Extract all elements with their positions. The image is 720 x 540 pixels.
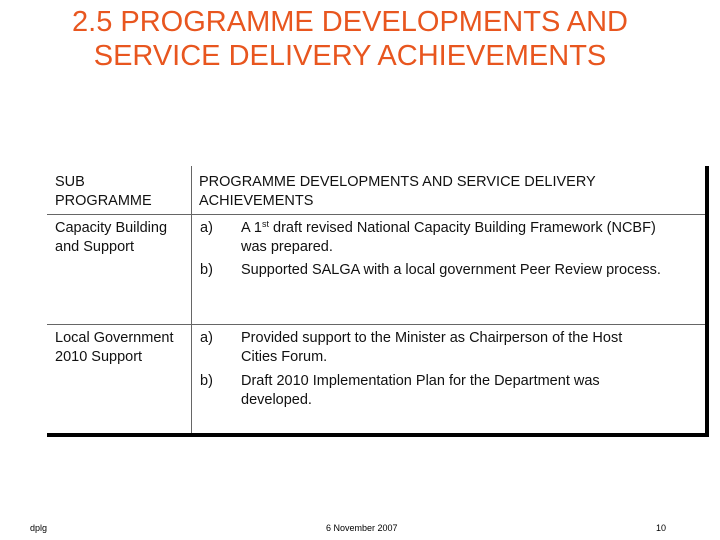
footer-date: 6 November 2007 (326, 523, 398, 533)
slide-title (0, 5, 700, 73)
row-1-item-b-text: Supported SALGA with a local government Peer Review process. (241, 262, 661, 278)
header-achievements: PROGRAMME DEVELOPMENTS AND SERVICE DELIVERY ACHIEVEMENTS (199, 174, 596, 209)
row-2-item-a-text: Provided support to the Minister as Chairperson of the Host Cities Forum. (241, 330, 623, 365)
row-1-item-a-marker: a) (200, 220, 213, 236)
row-2-item-a-marker: a) (200, 330, 213, 346)
table-sheet (47, 166, 705, 433)
row-1-item-a-text: A 1st draft revised National Capacity Building Framework (NCBF) was prepared. (241, 219, 656, 255)
header-sub-programme: SUB PROGRAMME (55, 174, 152, 209)
row-2-sub-programme: Local Government 2010 Support (55, 330, 174, 365)
slide-title-line-2: SERVICE DELIVERY ACHIEVEMENTS (93, 40, 607, 72)
row-1-item-b-marker: b) (200, 262, 213, 278)
row-1-sub-programme: Capacity Building and Support (55, 220, 168, 255)
slide-title-line-1: 2.5 PROGRAMME DEVELOPMENTS AND (72, 6, 628, 38)
column-divider (191, 166, 192, 433)
row-2-item-b-text: Draft 2010 Implementation Plan for the Department was developed. (241, 373, 600, 408)
footer-page-number: 10 (656, 523, 667, 533)
achievements-table (47, 166, 709, 437)
header-divider (47, 214, 705, 215)
footer-organisation: dplg (30, 523, 48, 533)
row-2-item-b-marker: b) (200, 373, 213, 389)
row-divider (47, 324, 705, 325)
